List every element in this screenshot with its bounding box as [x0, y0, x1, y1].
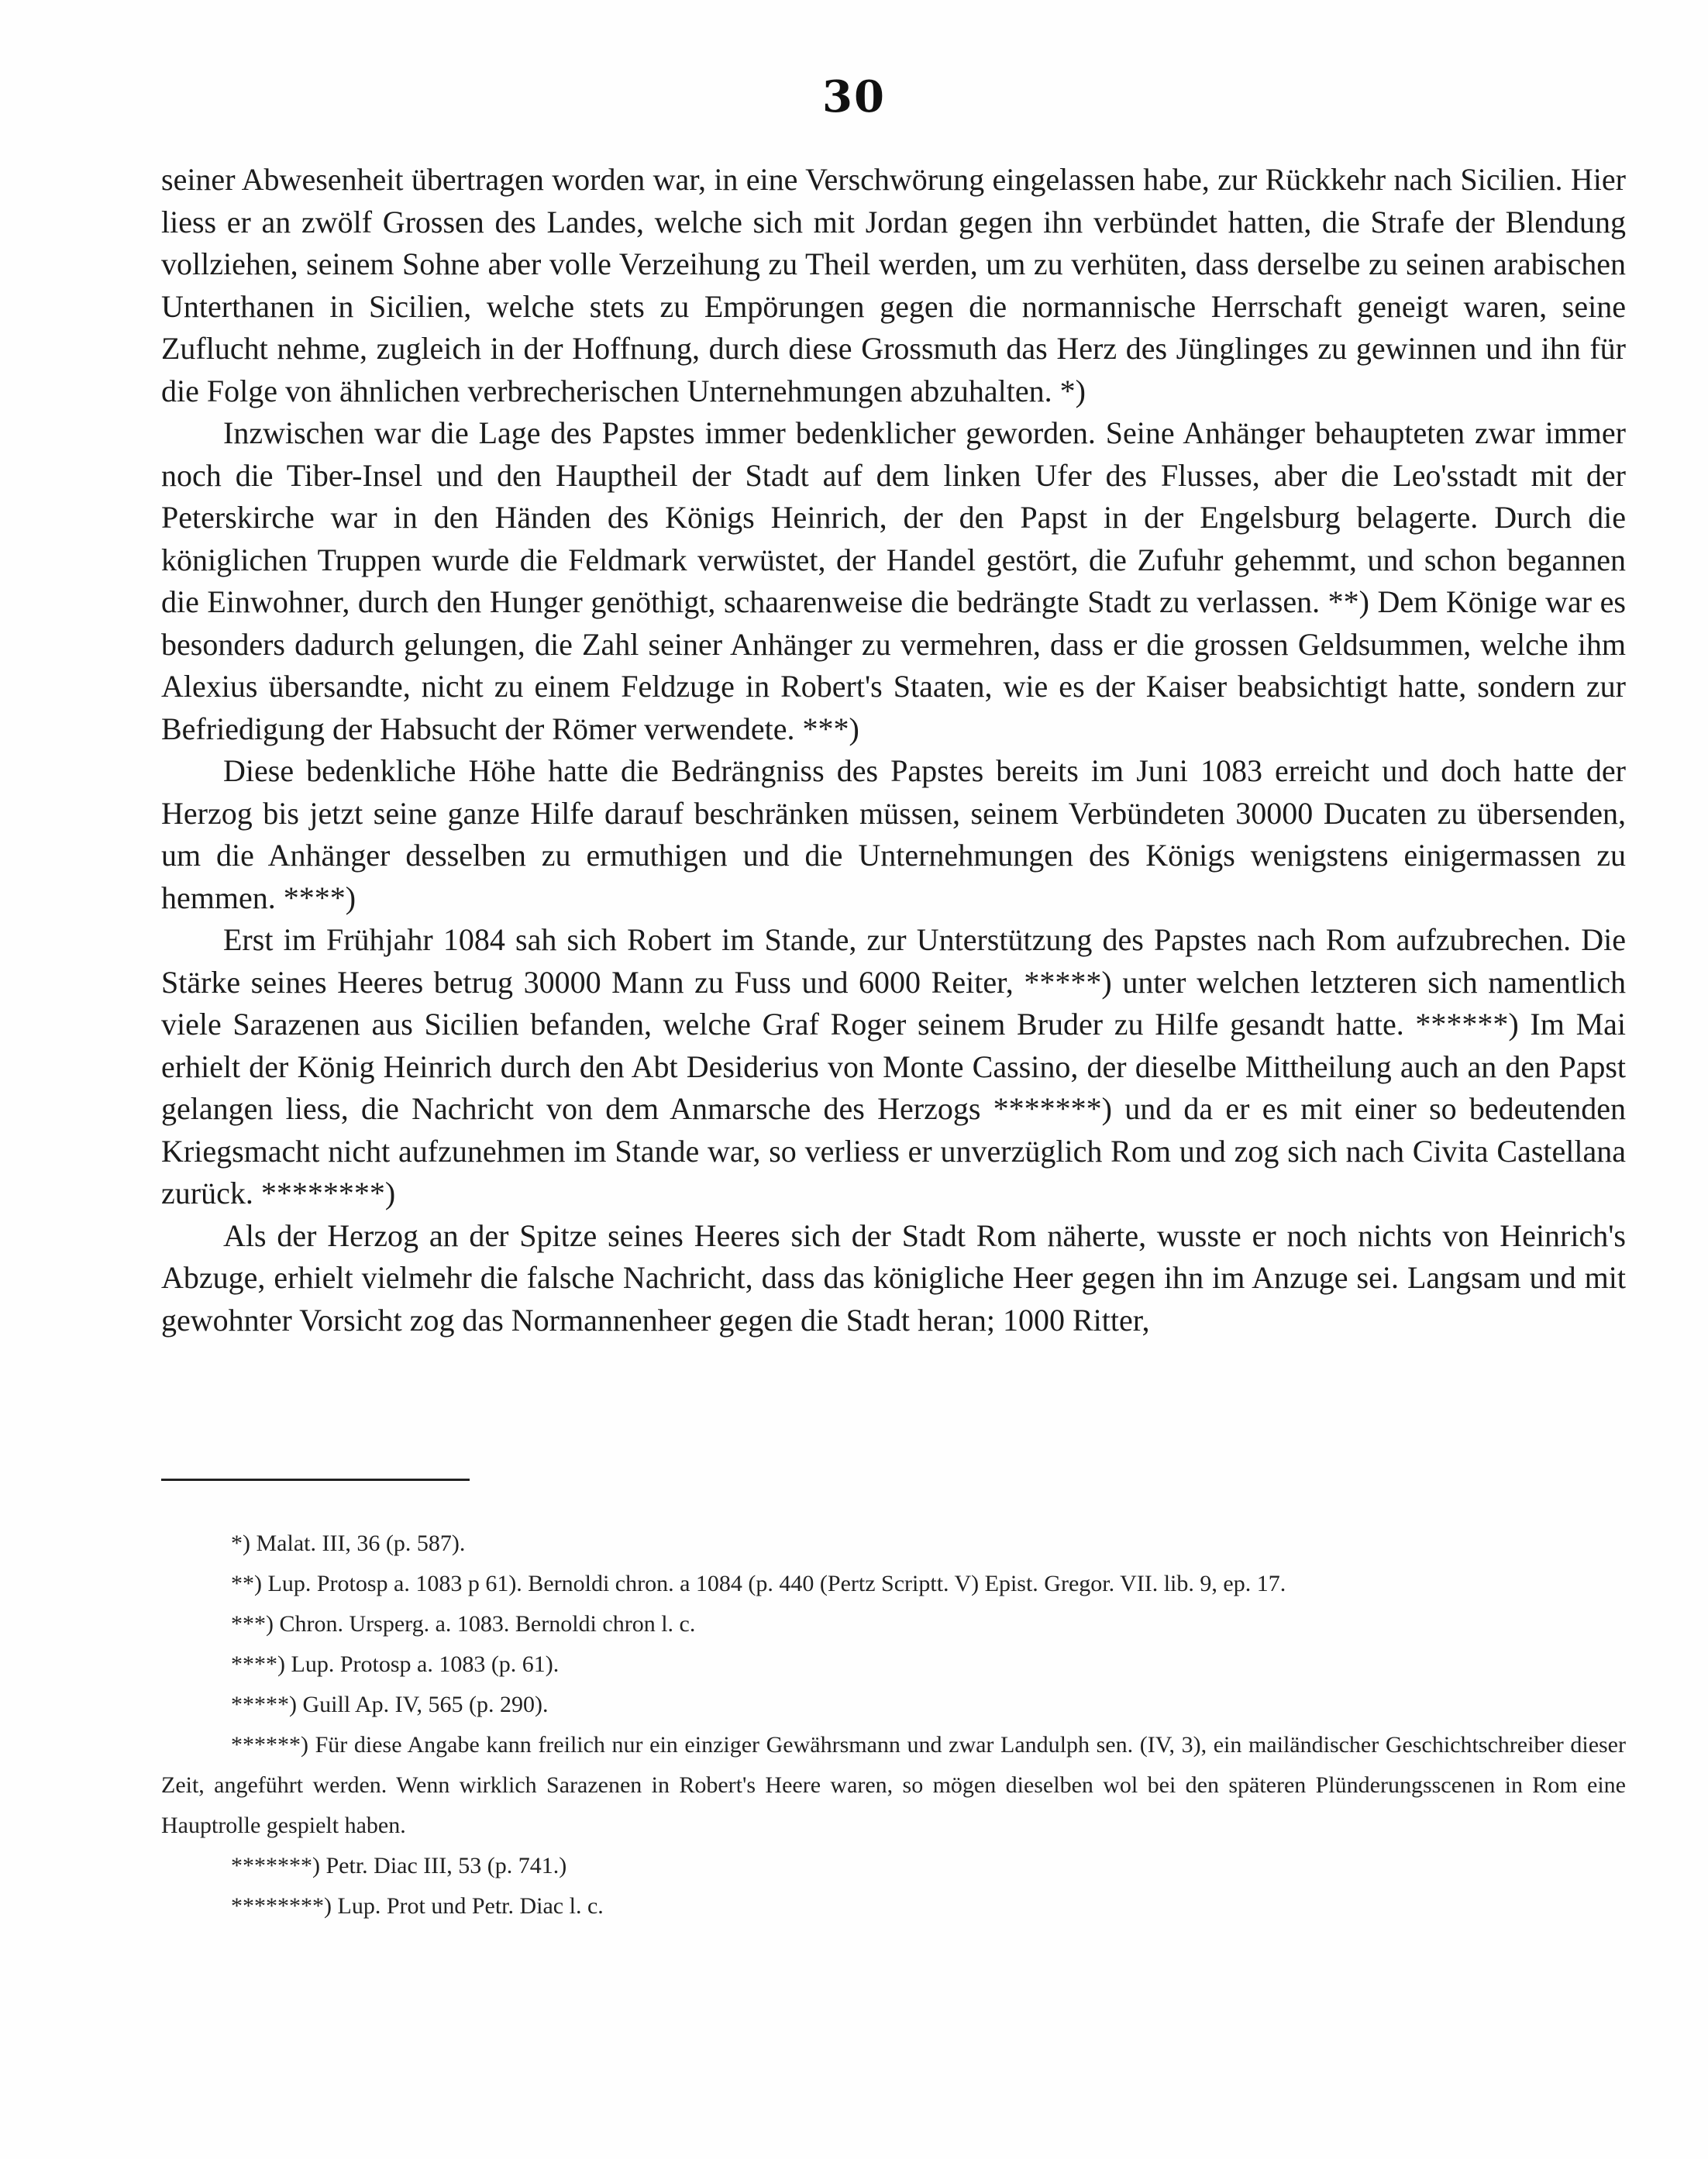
page-number: 30: [822, 71, 886, 122]
footnote: *) Malat. III, 36 (p. 587).: [231, 1531, 466, 1556]
footnote: *****) Guill Ap. IV, 565 (p. 290).: [231, 1692, 549, 1717]
paragraph: Erst im Frühjahr 1084 sah sich Robert im Stande, zur Unterstützung des Papstes nach Rom aufzubrechen. Die Stärke seines Heeres betrug 30000 Mann zu Fuss und 6000 Reiter, *****) unter welchen letzteren sich namentlich viele Sarazenen aus Sicilien befanden, welche Graf Roger seinem Bruder zu Hilfe gesandt hatte. ******) Im Mai erhielt der König Heinrich durch den Abt Desiderius von Monte Cassino, der dieselbe Mittheilung auch an den Papst gelangen liess, die Nachricht von dem Anmarsche des Herzogs *******) und da er es mit einer so bedeutenden Kriegsmacht nicht aufzunehmen im Stande war, so verliess er unverzüglich Rom und zog sich nach Civita Castellana zurück. ********): [161, 922, 1626, 1210]
footnote: *******) Petr. Diac III, 53 (p. 741.): [231, 1853, 567, 1878]
footnote-divider: [161, 1479, 470, 1481]
footnote: ********) Lup. Prot und Petr. Diac l. c.: [231, 1893, 604, 1919]
footnote: ****) Lup. Protosp a. 1083 (p. 61).: [231, 1651, 560, 1677]
footnotes: [161, 1524, 1626, 1927]
footnote: ******) Für diese Angabe kann freilich nur ein einziger Gewährsmann und zwar Landulph sen. (IV, 3), ein mailändischer Geschichtschreiber dieser Zeit, angeführt werden. Wenn wirklich Sarazenen in Robert's Heere waren, so mögen dieselben wol bei den späteren Plünderungsscenen in Rom eine Hauptrolle gespielt haben.: [161, 1732, 1626, 1838]
paragraph: seiner Abwesenheit übertragen worden war, in eine Verschwörung eingelassen habe, zur Rückkehr nach Sicilien. Hier liess er an zwölf Grossen des Landes, welche sich mit Jordan gegen ihn verbündet hatten, die Strafe der Blendung vollziehen, seinem Sohne aber volle Verzeihung zu Theil werden, um zu verhüten, dass derselbe zu seinen arabischen Unterthanen in Sicilien, welche stets zu Empörungen gegen die normannische Herrschaft geneigt waren, seine Zuflucht nehme, zugleich in der Hoffnung, durch diese Grossmuth das Herz des Jünglinges zu gewinnen und ihn für die Folge von ähnlichen verbrecherischen Unternehmungen abzuhalten. *): [161, 162, 1626, 408]
paragraph: Als der Herzog an der Spitze seines Heeres sich der Stadt Rom näherte, wusste er noch nichts von Heinrich's Abzuge, erhielt vielmehr die falsche Nachricht, dass das königliche Heer gegen ihn im Anzuge sei. Langsam und mit gewohnter Vorsicht zog das Normannenheer gegen die Stadt heran; 1000 Ritter,: [161, 1217, 1626, 1338]
footnote: ***) Chron. Ursperg. a. 1083. Bernoldi chron l. c.: [231, 1611, 696, 1637]
main-text: [161, 159, 1626, 1341]
paragraph: Diese bedenkliche Höhe hatte die Bedrängniss des Papstes bereits im Juni 1083 erreicht und doch hatte der Herzog bis jetzt seine ganze Hilfe darauf beschränken müssen, seinem Verbündeten 30000 Ducaten zu übersenden, um die Anhänger desselben zu ermuthigen und die Unternehmungen des Königs wenigstens einigermassen zu hemmen. ****): [161, 753, 1626, 915]
footnote: **) Lup. Protosp a. 1083 p 61). Bernoldi chron. a 1084 (p. 440 (Pertz Scriptt. V) Epist. Gregor. VII. lib. 9, ep. 17.: [231, 1571, 1286, 1596]
paragraph: Inzwischen war die Lage des Papstes immer bedenklicher geworden. Seine Anhänger behaupteten zwar immer noch die Tiber-Insel und den Hauptheil der Stadt auf dem linken Ufer des Flusses, aber die Leo'sstadt mit der Peterskirche war in den Händen des Königs Heinrich, der den Papst in der Engelsburg belagerte. Durch die königlichen Truppen wurde die Feldmark verwüstet, der Handel gestört, die Zufuhr gehemmt, und schon begannen die Einwohner, durch den Hunger genöthigt, schaarenweise die bedrängte Stadt zu verlassen. **) Dem Könige war es besonders dadurch gelungen, die Zahl seiner Anhänger zu vermehren, dass er die grossen Geldsummen, welche ihm Alexius übersandte, nicht zu einem Feldzuge in Robert's Staaten, wie es der Kaiser beabsichtigt hatte, sondern zur Befriedigung der Habsucht der Römer verwendete. ***): [161, 415, 1626, 746]
